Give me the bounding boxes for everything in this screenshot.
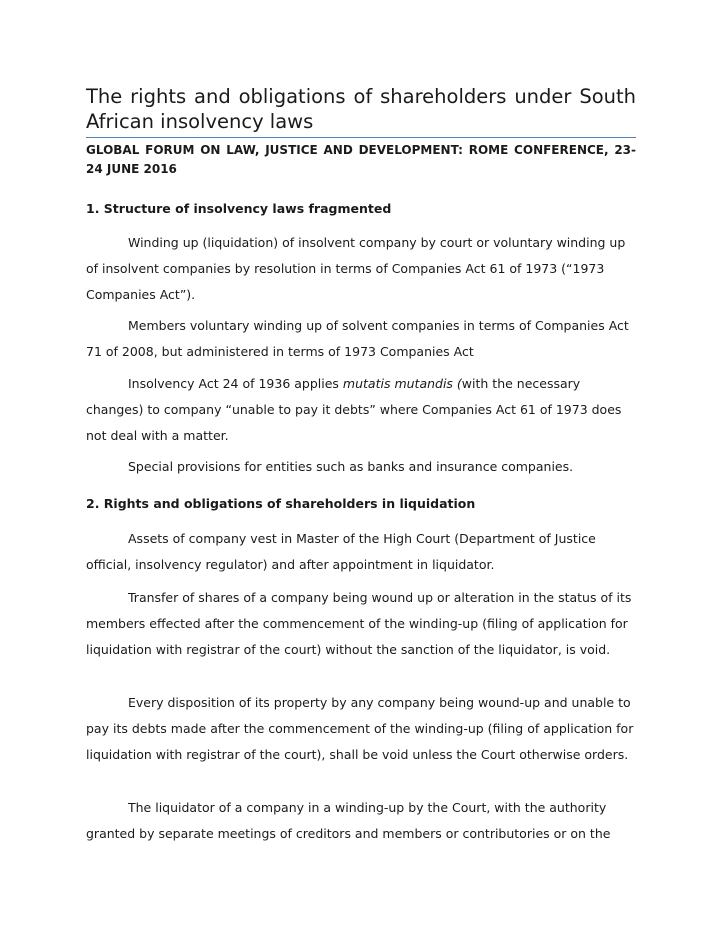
section-1-paragraph-3 [86,371,636,449]
section-1-heading: 1. Structure of insolvency laws fragmented [86,201,392,216]
section-1-paragraph-4: Special provisions for entities such as banks and insurance companies. [128,459,574,474]
section-2-paragraph-2: Transfer of shares of a company being wound up or alteration in the status of its members effected after the commencement of the winding-up (filing of application for liquidation with registrar of the court) without the sanction of the liquidator, is void. [86,590,632,657]
latin-phrase: mutatis mutandis ( [342,376,462,391]
section-1-paragraph-2: Members voluntary winding up of solvent companies in terms of Companies Act 71 of 2008, but administered in terms of 1973 Companies Act [86,318,629,359]
section-2-paragraph-1: Assets of company vest in Master of the High Court (Department of Justice official, insolvency regulator) and after appointment in liquidator. [86,531,596,572]
section-1-paragraph-1: Winding up (liquidation) of insolvent company by court or voluntary winding up of insolvent companies by resolution in terms of Companies Act 61 of 1973 (“1973 Companies Act”). [86,235,626,302]
paragraph-text: with the necessary changes) to company “unable to pay it debts” where Companies Act 61 of 1973 does not deal with a matter. [86,376,622,443]
paragraph-text: Insolvency Act 24 of 1936 applies [128,376,343,391]
section-2-paragraph-3: Every disposition of its property by any company being wound-up and unable to pay its debts made after the commencement of the winding-up (filing of application for liquidation with registrar of the court), shall be void unless the Court otherwise orders. [86,695,634,762]
conference-subtitle: GLOBAL FORUM ON LAW, JUSTICE AND DEVELOPMENT: ROME CONFERENCE, 23-24 JUNE 2016 [86,143,636,176]
title-divider [86,137,636,138]
section-2-heading: 2. Rights and obligations of shareholders in liquidation [86,496,476,511]
document-title: The rights and obligations of shareholders under South African insolvency laws [86,85,636,133]
section-2-paragraph-4: The liquidator of a company in a winding-up by the Court, with the authority granted by separate meetings of creditors and members or contributories or on the [86,800,611,841]
